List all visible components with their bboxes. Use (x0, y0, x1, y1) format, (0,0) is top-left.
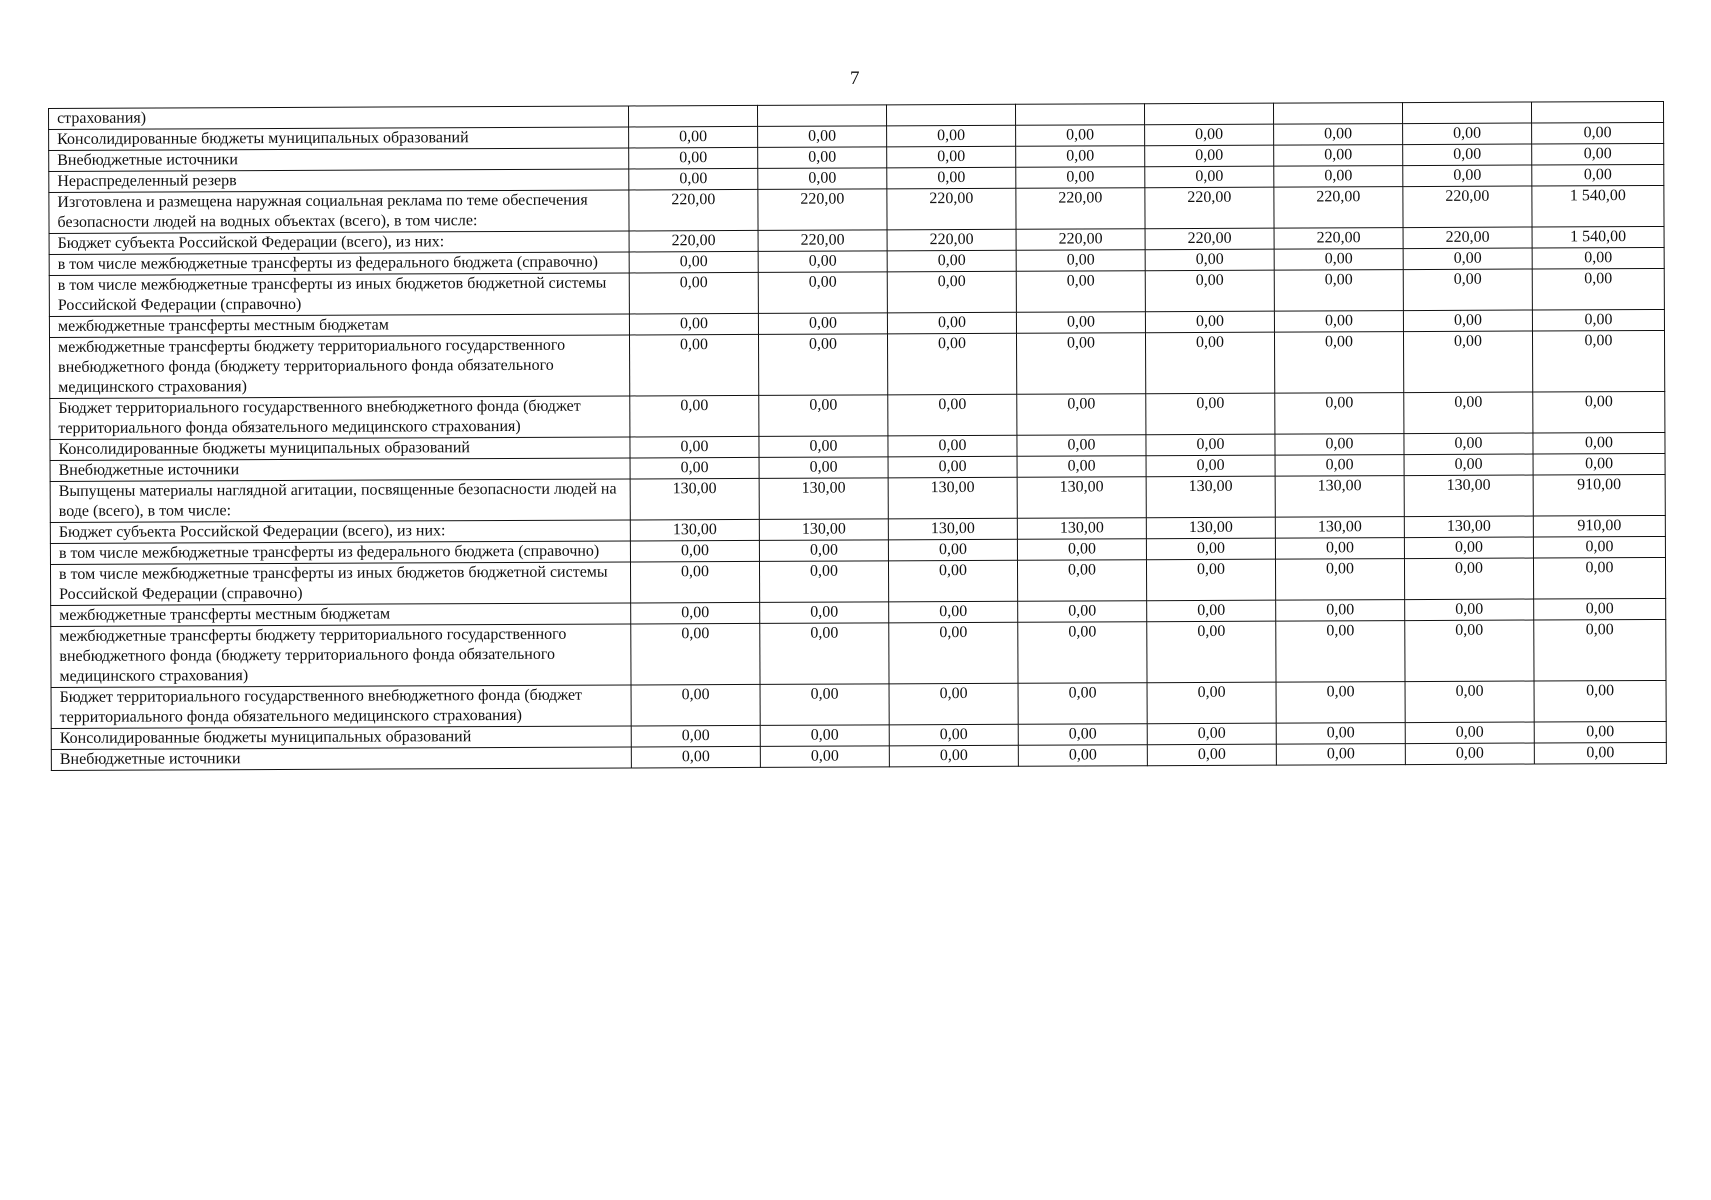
value-cell: 220,00 (1145, 228, 1274, 250)
value-cell: 0,00 (759, 395, 888, 437)
value-cell: 0,00 (1017, 394, 1146, 436)
value-cell (1273, 103, 1402, 125)
value-cell: 0,00 (760, 684, 889, 726)
value-cell (1015, 104, 1144, 126)
row-label: межбюджетные трансферты бюджету территориального государственного внебюджетного фонда (бюджету территориального фонда обязательного медицинского страхования) (50, 335, 630, 399)
value-cell: 0,00 (887, 167, 1016, 189)
value-cell: 0,00 (1017, 560, 1146, 602)
value-cell: 0,00 (758, 313, 887, 335)
value-cell: 0,00 (629, 168, 758, 190)
row-label: в том числе межбюджетные трансферты из иных бюджетов бюджетной системы Российской Федерации (справочно) (49, 273, 629, 317)
value-cell: 0,00 (1533, 536, 1665, 558)
value-cell: 0,00 (1016, 167, 1145, 189)
value-cell: 0,00 (1145, 249, 1274, 271)
value-cell: 0,00 (1405, 722, 1534, 744)
value-cell: 220,00 (1403, 227, 1532, 249)
value-cell: 0,00 (629, 126, 758, 148)
value-cell: 220,00 (1274, 187, 1403, 229)
value-cell: 0,00 (1403, 144, 1532, 166)
value-cell: 0,00 (889, 622, 1018, 684)
value-cell: 0,00 (888, 560, 1017, 602)
value-cell: 0,00 (1016, 125, 1145, 147)
value-cell: 0,00 (1276, 723, 1405, 745)
row-label: Выпущены материалы наглядной агитации, посвященные безопасности людей на воде (всего), в том числе: (50, 479, 630, 523)
budget-table (48, 101, 1667, 771)
value-cell: 130,00 (759, 519, 888, 541)
value-cell: 0,00 (1145, 311, 1274, 333)
value-cell: 0,00 (1404, 558, 1533, 600)
value-cell: 0,00 (888, 394, 1017, 436)
value-cell: 0,00 (1533, 391, 1665, 433)
value-cell: 0,00 (1276, 621, 1405, 683)
value-cell: 0,00 (760, 746, 889, 768)
value-cell: 0,00 (1145, 124, 1274, 146)
value-cell: 0,00 (1275, 393, 1404, 435)
value-cell (1531, 101, 1663, 123)
value-cell: 0,00 (1018, 601, 1147, 623)
value-cell: 0,00 (1146, 538, 1275, 560)
value-cell: 0,00 (887, 312, 1016, 334)
value-cell: 0,00 (887, 125, 1016, 147)
value-cell: 0,00 (1534, 742, 1666, 764)
value-cell: 0,00 (630, 540, 759, 562)
value-cell: 0,00 (1275, 559, 1404, 601)
row-label: Внебюджетные источники (50, 458, 630, 482)
value-cell: 0,00 (630, 457, 759, 479)
value-cell: 130,00 (630, 519, 759, 541)
row-label: Бюджет субъекта Российской Федерации (всего), из них: (49, 231, 629, 255)
value-cell: 910,00 (1533, 474, 1665, 516)
value-cell: 0,00 (629, 272, 758, 314)
table-row (49, 185, 1664, 233)
value-cell: 0,00 (1145, 332, 1274, 394)
value-cell: 0,00 (888, 539, 1017, 561)
value-cell: 0,00 (631, 602, 760, 624)
value-cell: 0,00 (1405, 743, 1534, 765)
value-cell: 910,00 (1533, 515, 1665, 537)
value-cell: 0,00 (1274, 311, 1403, 333)
value-cell: 0,00 (1532, 122, 1664, 144)
value-cell: 0,00 (1016, 271, 1145, 313)
value-cell: 1 540,00 (1532, 226, 1664, 248)
value-cell: 0,00 (1533, 557, 1665, 599)
row-label: межбюджетные трансферты местным бюджетам (49, 314, 629, 338)
value-cell: 0,00 (1405, 620, 1534, 682)
value-cell: 220,00 (758, 230, 887, 252)
value-cell: 220,00 (629, 189, 758, 231)
value-cell: 0,00 (887, 250, 1016, 272)
value-cell: 0,00 (887, 146, 1016, 168)
value-cell: 0,00 (1275, 538, 1404, 560)
value-cell: 1 540,00 (1532, 185, 1664, 227)
value-cell: 0,00 (1532, 330, 1664, 392)
value-cell: 0,00 (1276, 600, 1405, 622)
value-cell: 0,00 (1404, 454, 1533, 476)
value-cell: 0,00 (760, 623, 889, 685)
value-cell (1402, 102, 1531, 124)
value-cell: 0,00 (1017, 435, 1146, 457)
value-cell: 0,00 (758, 168, 887, 190)
value-cell: 130,00 (1404, 475, 1533, 517)
value-cell: 220,00 (1403, 186, 1532, 228)
value-cell: 220,00 (1016, 229, 1145, 251)
value-cell: 0,00 (631, 684, 760, 726)
value-cell: 0,00 (1532, 268, 1664, 310)
value-cell: 0,00 (760, 725, 889, 747)
value-cell: 0,00 (1534, 598, 1666, 620)
value-cell: 0,00 (1145, 166, 1274, 188)
value-cell: 220,00 (1274, 228, 1403, 250)
value-cell: 0,00 (1405, 681, 1534, 723)
value-cell: 0,00 (1404, 433, 1533, 455)
value-cell: 0,00 (759, 561, 888, 603)
value-cell: 0,00 (630, 436, 759, 458)
value-cell: 0,00 (887, 333, 1016, 395)
value-cell: 220,00 (1145, 187, 1274, 229)
value-cell: 0,00 (1274, 145, 1403, 167)
value-cell: 0,00 (631, 746, 760, 768)
row-label: Консолидированные бюджеты муниципальных образований (49, 127, 629, 151)
row-label: Нераспределенный резерв (49, 169, 629, 193)
row-label: межбюджетные трансферты местным бюджетам (51, 603, 631, 627)
row-label: Бюджет территориального государственного внебюджетного фонда (бюджет территориального фонда обязательного медицинского страхования) (50, 396, 630, 440)
row-label: страхования) (49, 106, 629, 130)
row-label: Консолидированные бюджеты муниципальных образований (51, 726, 631, 750)
row-label: в том числе межбюджетные трансферты из федерального бюджета (справочно) (50, 541, 630, 565)
value-cell: 130,00 (1017, 518, 1146, 540)
row-label: Внебюджетные источники (51, 747, 631, 771)
value-cell: 0,00 (1145, 270, 1274, 312)
value-cell: 0,00 (630, 561, 759, 603)
value-cell: 0,00 (1147, 744, 1276, 766)
value-cell: 0,00 (1147, 621, 1276, 683)
value-cell: 0,00 (1017, 539, 1146, 561)
value-cell: 0,00 (1274, 124, 1403, 146)
table-row (50, 474, 1665, 522)
value-cell: 0,00 (629, 147, 758, 169)
value-cell: 0,00 (1016, 250, 1145, 272)
value-cell: 0,00 (1532, 309, 1664, 331)
value-cell: 0,00 (758, 272, 887, 314)
value-cell: 0,00 (758, 334, 887, 396)
value-cell: 0,00 (1275, 434, 1404, 456)
value-cell: 0,00 (1018, 745, 1147, 767)
value-cell: 0,00 (1274, 332, 1403, 394)
value-cell: 0,00 (889, 601, 1018, 623)
value-cell: 0,00 (1146, 455, 1275, 477)
value-cell: 0,00 (1534, 680, 1666, 722)
value-cell: 130,00 (1404, 516, 1533, 538)
value-cell: 0,00 (1018, 724, 1147, 746)
table-row (50, 391, 1665, 439)
value-cell: 220,00 (1016, 188, 1145, 230)
table-body (49, 101, 1667, 770)
table-container (48, 101, 1667, 771)
value-cell: 0,00 (758, 126, 887, 148)
value-cell: 0,00 (1405, 599, 1534, 621)
value-cell: 0,00 (1276, 682, 1405, 724)
value-cell: 130,00 (1146, 476, 1275, 518)
value-cell: 0,00 (1018, 683, 1147, 725)
value-cell: 0,00 (759, 436, 888, 458)
value-cell: 0,00 (1534, 619, 1666, 681)
value-cell: 0,00 (1403, 123, 1532, 145)
row-label: межбюджетные трансферты бюджету территориального государственного внебюджетного фонда (бюджету территориального фонда обязательного медицинского страхования) (51, 624, 631, 688)
value-cell: 0,00 (1532, 143, 1664, 165)
value-cell: 130,00 (1275, 476, 1404, 518)
value-cell: 0,00 (1275, 455, 1404, 477)
value-cell: 0,00 (1017, 456, 1146, 478)
value-cell: 0,00 (1403, 269, 1532, 311)
value-cell: 0,00 (629, 251, 758, 273)
value-cell: 0,00 (1403, 310, 1532, 332)
value-cell: 0,00 (1534, 721, 1666, 743)
table-row (51, 619, 1666, 687)
row-label: Консолидированные бюджеты муниципальных образований (50, 437, 630, 461)
value-cell (757, 105, 886, 127)
value-cell: 0,00 (1276, 744, 1405, 766)
table-row (50, 557, 1665, 605)
value-cell: 0,00 (758, 251, 887, 273)
value-cell (628, 105, 757, 127)
table-row (50, 330, 1665, 398)
row-label: Изготовлена и размещена наружная социальная реклама по теме обеспечения безопасности людей на водных объектах (всего), в том числе: (49, 190, 629, 234)
value-cell: 0,00 (1018, 622, 1147, 684)
value-cell: 0,00 (1532, 247, 1664, 269)
value-cell: 0,00 (1146, 434, 1275, 456)
value-cell: 130,00 (888, 518, 1017, 540)
value-cell: 130,00 (1017, 477, 1146, 519)
value-cell (1144, 103, 1273, 125)
value-cell: 130,00 (888, 477, 1017, 519)
table-row (51, 680, 1666, 728)
value-cell: 0,00 (887, 271, 1016, 313)
value-cell: 0,00 (1146, 559, 1275, 601)
value-cell: 0,00 (1404, 392, 1533, 434)
value-cell: 0,00 (759, 457, 888, 479)
value-cell: 0,00 (631, 623, 760, 685)
row-label: Бюджет территориального государственного внебюджетного фонда (бюджет территориального фонда обязательного медицинского страхования) (51, 685, 631, 729)
value-cell: 0,00 (1532, 164, 1664, 186)
value-cell: 220,00 (629, 230, 758, 252)
value-cell: 0,00 (1274, 249, 1403, 271)
value-cell: 0,00 (1147, 723, 1276, 745)
value-cell: 0,00 (1403, 331, 1532, 393)
row-label: в том числе межбюджетные трансферты из федерального бюджета (справочно) (49, 252, 629, 276)
value-cell: 220,00 (887, 188, 1016, 230)
value-cell: 0,00 (759, 540, 888, 562)
value-cell: 0,00 (1533, 453, 1665, 475)
value-cell: 220,00 (887, 229, 1016, 251)
value-cell: 0,00 (758, 147, 887, 169)
page-number: 7 (850, 68, 860, 89)
value-cell: 0,00 (1146, 393, 1275, 435)
value-cell: 0,00 (1016, 333, 1145, 395)
value-cell: 0,00 (889, 724, 1018, 746)
value-cell: 0,00 (1403, 165, 1532, 187)
value-cell: 0,00 (630, 395, 759, 437)
value-cell: 0,00 (1403, 248, 1532, 270)
row-label: Внебюджетные источники (49, 148, 629, 172)
row-label: Бюджет субъекта Российской Федерации (всего), из них: (50, 520, 630, 544)
value-cell (886, 104, 1015, 126)
value-cell: 130,00 (1146, 517, 1275, 539)
value-cell: 0,00 (888, 435, 1017, 457)
value-cell: 0,00 (631, 725, 760, 747)
value-cell: 0,00 (1404, 537, 1533, 559)
value-cell: 0,00 (889, 745, 1018, 767)
value-cell: 0,00 (760, 602, 889, 624)
value-cell: 130,00 (630, 478, 759, 520)
row-label: в том числе межбюджетные трансферты из иных бюджетов бюджетной системы Российской Федерации (справочно) (50, 562, 630, 606)
value-cell: 0,00 (1145, 145, 1274, 167)
value-cell: 0,00 (629, 334, 758, 396)
value-cell: 0,00 (1533, 432, 1665, 454)
value-cell: 0,00 (1147, 682, 1276, 724)
value-cell: 0,00 (1274, 270, 1403, 312)
value-cell: 0,00 (629, 313, 758, 335)
table-row (49, 268, 1664, 316)
value-cell: 0,00 (889, 683, 1018, 725)
value-cell: 130,00 (1275, 517, 1404, 539)
value-cell: 0,00 (1016, 146, 1145, 168)
value-cell: 220,00 (758, 189, 887, 231)
value-cell: 130,00 (759, 478, 888, 520)
value-cell: 0,00 (888, 456, 1017, 478)
value-cell: 0,00 (1147, 600, 1276, 622)
value-cell: 0,00 (1274, 166, 1403, 188)
value-cell: 0,00 (1016, 312, 1145, 334)
